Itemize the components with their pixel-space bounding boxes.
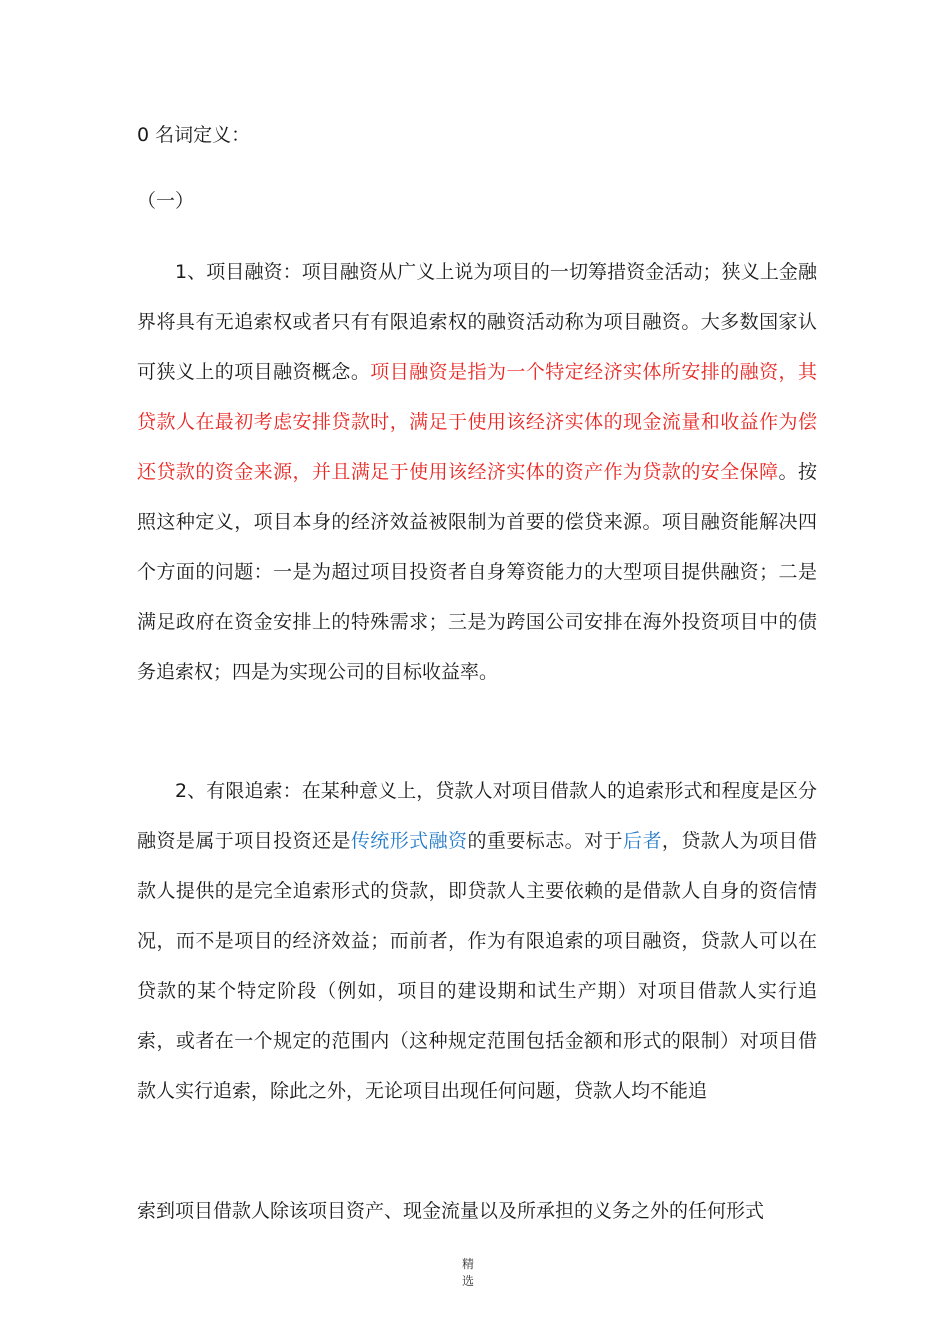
paragraph-limited-recourse <box>137 766 817 1116</box>
paragraph-text: 2、有限追索：在某种意义上，贷款人对项目借款人的追索形式和程度是区分融资是属于项目投资还是 <box>137 780 817 852</box>
footer-char: 精 <box>461 1257 474 1271</box>
paragraph-continuation: 索到项目借款人除该项目资产、现金流量以及所承担的义务之外的任何形式 <box>137 1200 765 1222</box>
paragraph-text: ，贷款人为项目借款人提供的是完全追索形式的贷款，即贷款人主要依赖的是借款人自身的资信情况，而不是项目的经济效益；而前者，作为有限追索的项目融资，贷款人可以在贷款的某个特定阶段（例如，项目的建设期和试生产期）对项目借款人实行追索，或者在一个规定的范围内（这种规定范围包括金额和形式的限制）对项目借款人实行追索，除此之外，无论项目出现任何问题，贷款人均不能追 <box>137 830 817 1102</box>
section-heading: 0 名词定义： <box>137 124 251 146</box>
highlighted-definition: 项目融资是指为一个特定经济实体所安排的融资，其贷款人在最初考虑安排贷款时，满足于使用该经济实体的现金流量和收益作为偿还贷款的资金来源，并且满足于使用该经济实体的资产作为贷款的安全保障 <box>137 361 817 483</box>
paragraph-text: 。按照这种定义，项目本身的经济效益被限制为首要的偿贷来源。项目融资能解决四个方面的问题：一是为超过项目投资者自身筹资能力的大型项目提供融资；二是满足政府在资金安排上的特殊需求；三是为跨国公司安排在海外投资项目中的债务追索权；四是为实现公司的目标收益率。 <box>137 461 817 683</box>
paragraph-text: 的重要标志。对于 <box>467 830 623 852</box>
footer-char: 选 <box>461 1274 474 1288</box>
subsection-heading: （一） <box>137 190 195 212</box>
paragraph-text: 1、项目融资：项目融资从广义上说为项目的一切筹措资金活动；狭义上金融界将具有无追索权或者只有有限追索权的融资活动称为项目融资。大多数国家认可狭义上的项目融资概念。 <box>137 261 817 383</box>
link-latter[interactable]: 后者 <box>623 830 662 852</box>
page-footer <box>458 1256 478 1290</box>
link-traditional-financing[interactable]: 传统形式融资 <box>350 830 468 852</box>
paragraph-project-financing <box>137 247 817 697</box>
